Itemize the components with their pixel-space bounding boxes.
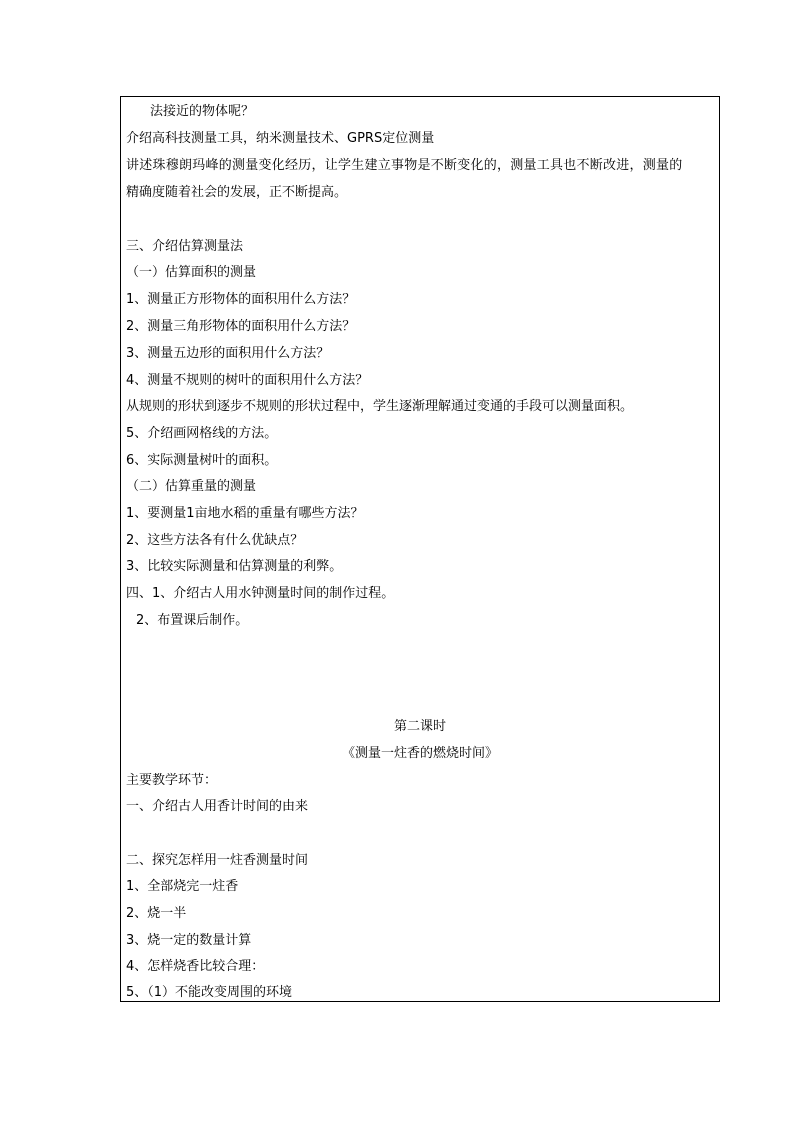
section-heading: 一、介绍古人用香计时间的由来 bbox=[126, 799, 309, 814]
section-heading: 四、1、介绍古人用水钟测量时间的制作过程。 bbox=[126, 586, 395, 601]
text-line: 5、介绍画网格线的方法。 bbox=[126, 426, 278, 441]
text-line: 1、要测量1亩地水稻的重量有哪些方法？ bbox=[126, 506, 364, 521]
text-line: 3、烧一定的数量计算 bbox=[126, 933, 252, 948]
text-line: 从规则的形状到逐步不规则的形状过程中，学生逐渐理解通过变通的手段可以测量面积。 bbox=[126, 399, 634, 414]
text-line: 4、测量不规则的树叶的面积用什么方法？ bbox=[126, 373, 369, 388]
text-line: 6、实际测量树叶的面积。 bbox=[126, 453, 278, 468]
text-line: 主要教学环节： bbox=[126, 773, 218, 788]
text-line: 讲述珠穆朗玛峰的测量变化经历，让学生建立事物是不断变化的，测量工具也不断改进，测量的 bbox=[126, 158, 683, 173]
text-line: 3、测量五边形的面积用什么方法？ bbox=[126, 346, 330, 361]
text-line: 精确度随着社会的发展，正不断提高。 bbox=[126, 185, 348, 200]
lesson-title: 第二课时 bbox=[393, 719, 446, 734]
text-line: 介绍高科技测量工具，纳米测量技术、GPRS定位测量 bbox=[126, 131, 435, 146]
section-heading: 三、介绍估算测量法 bbox=[126, 239, 244, 254]
text-line: 5、（1）不能改变周围的环境 bbox=[126, 985, 293, 1000]
subsection-heading: （一）估算面积的测量 bbox=[126, 265, 257, 280]
text-line: 1、测量正方形物体的面积用什么方法？ bbox=[126, 292, 356, 307]
text-line: 2、测量三角形物体的面积用什么方法？ bbox=[126, 319, 356, 334]
section-heading: 二、探究怎样用一炷香测量时间 bbox=[126, 853, 309, 868]
text-line: 1、全部烧完一炷香 bbox=[126, 879, 239, 894]
text-line: 2、布置课后制作。 bbox=[136, 613, 249, 628]
text-line: 4、怎样烧香比较合理： bbox=[126, 959, 265, 974]
lesson-subtitle: 《测量一炷香的燃烧时间》 bbox=[341, 746, 498, 761]
text-line: 法接近的物体呢？ bbox=[150, 104, 255, 119]
text-line: 2、烧一半 bbox=[126, 906, 187, 921]
subsection-heading: （二）估算重量的测量 bbox=[126, 479, 257, 494]
text-line: 3、比较实际测量和估算测量的利弊。 bbox=[126, 559, 343, 574]
text-line: 2、这些方法各有什么优缺点？ bbox=[126, 533, 304, 548]
